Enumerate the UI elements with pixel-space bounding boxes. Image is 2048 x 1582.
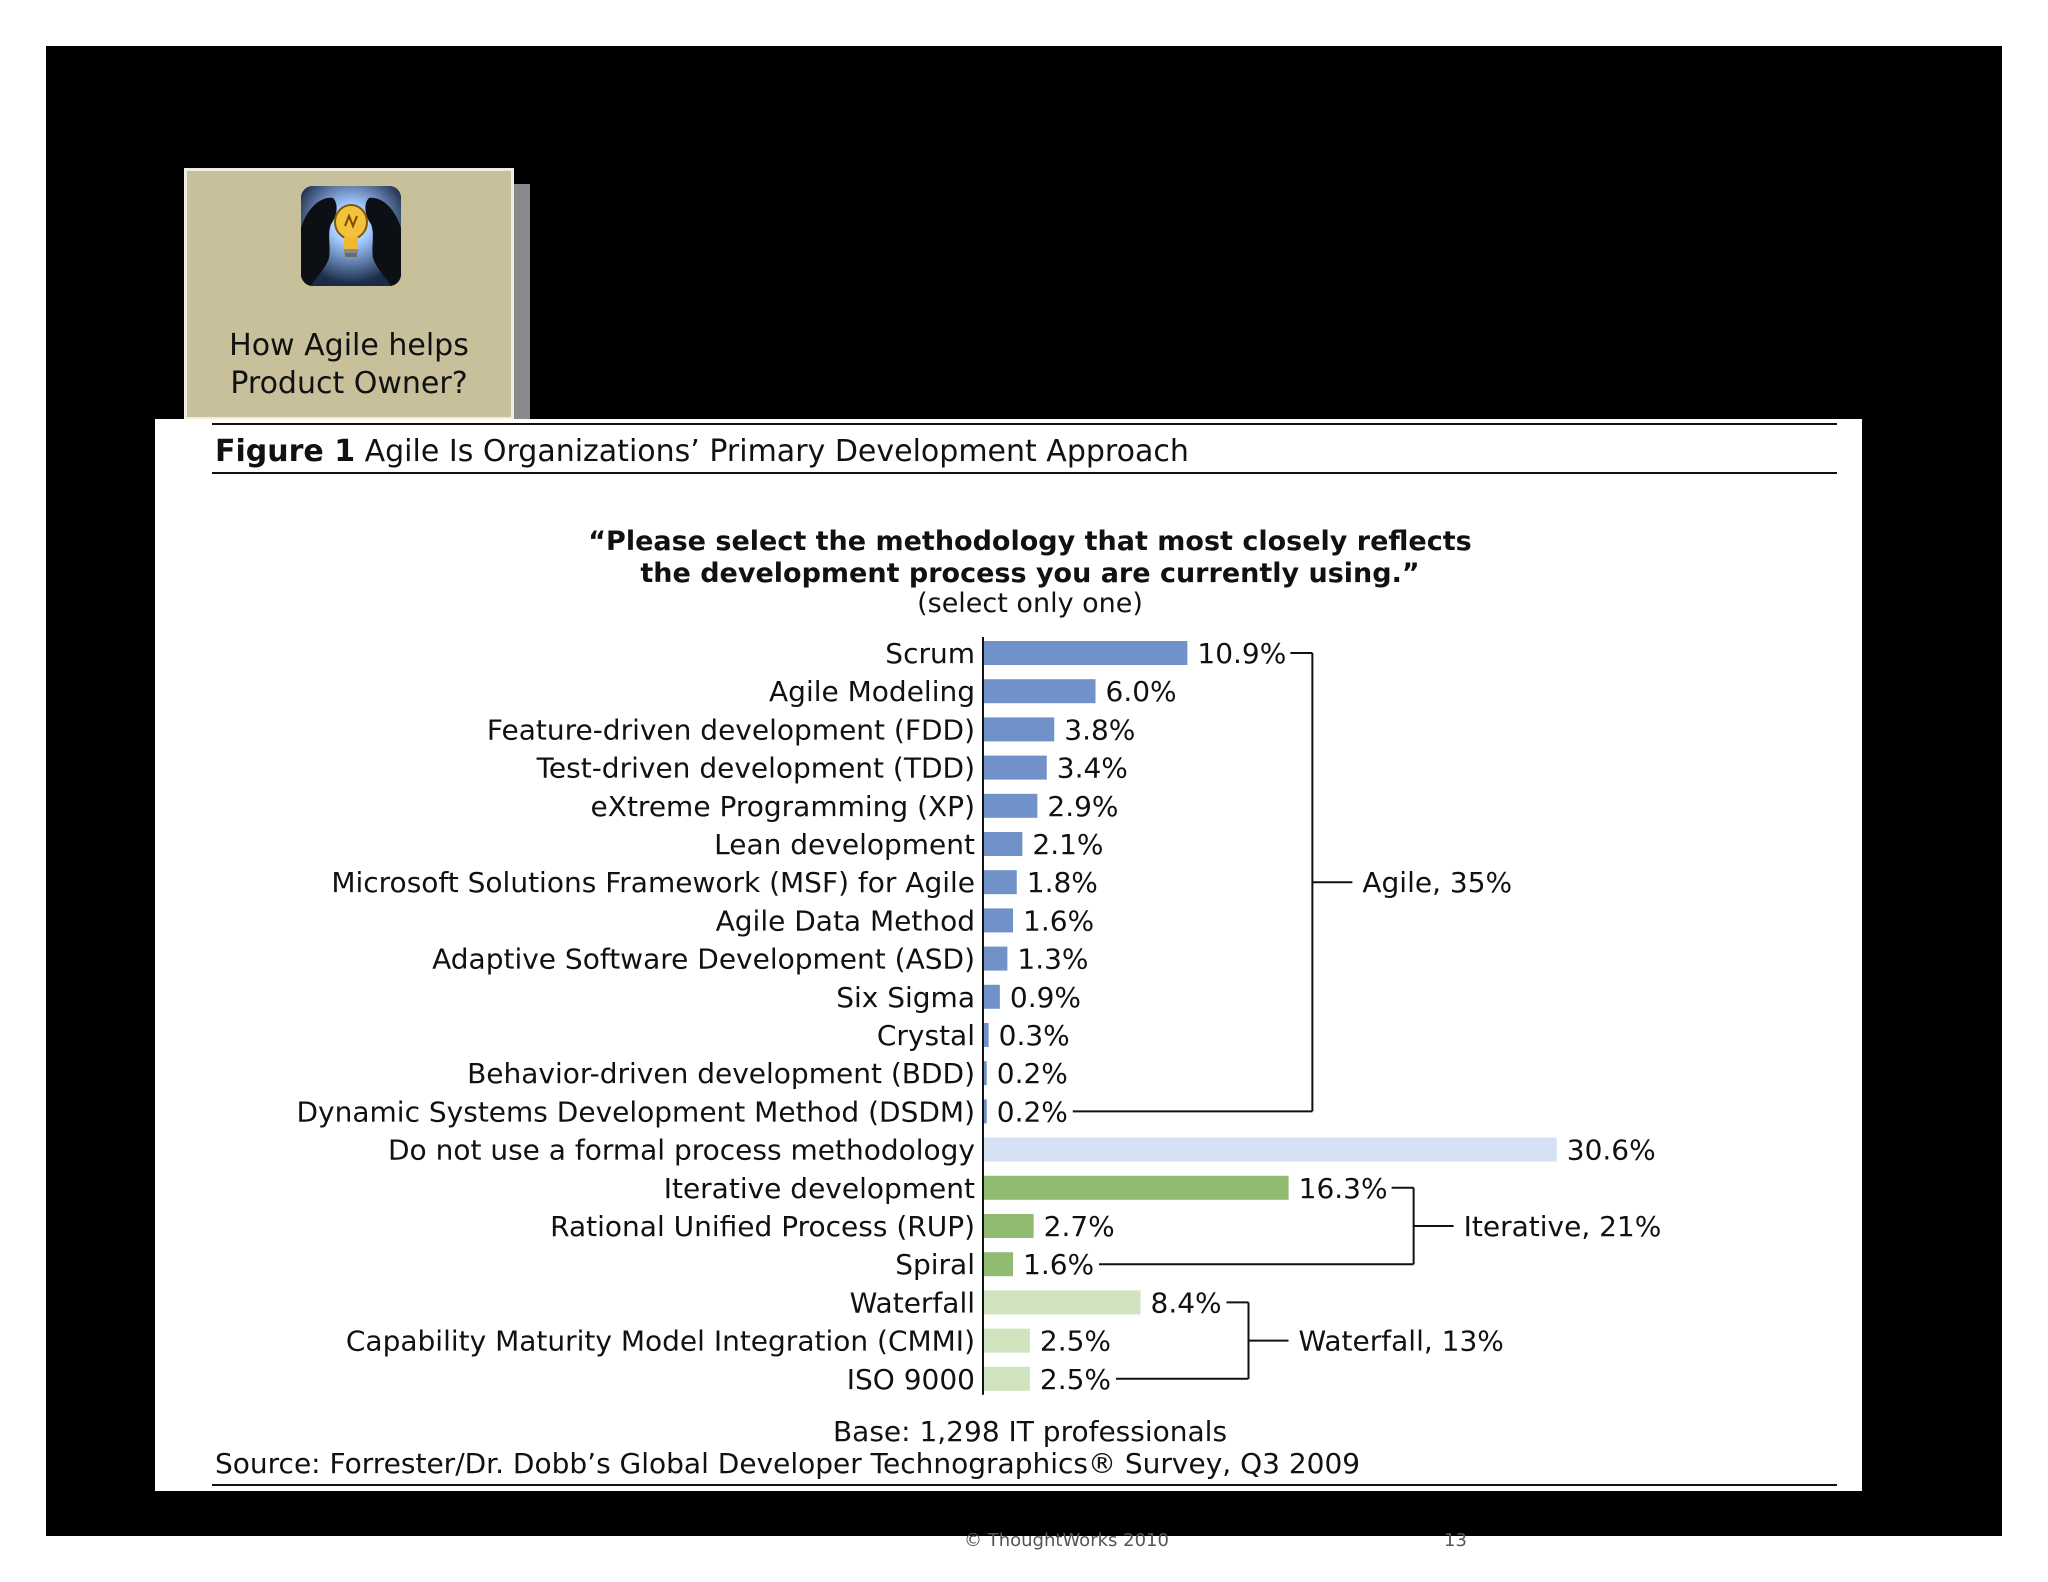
group-label: Iterative, 21% — [1463, 1210, 1662, 1243]
value-label: 2.1% — [1032, 828, 1104, 861]
category-label: Dynamic Systems Development Method (DSDM) — [296, 1095, 975, 1129]
lightbulb-head-icon — [301, 186, 401, 286]
category-label: Agile Modeling — [769, 675, 975, 709]
value-label: 1.3% — [1017, 942, 1089, 976]
bar — [983, 985, 1000, 1009]
value-label: 10.9% — [1197, 637, 1287, 670]
value-label: 0.9% — [1009, 980, 1082, 1014]
value-label: 3.4% — [1056, 751, 1128, 785]
bar — [983, 717, 1054, 741]
category-label: Behavior-driven development (BDD) — [467, 1057, 975, 1091]
category-label: Adaptive Software Development (ASD) — [432, 942, 975, 976]
value-label: 6.0% — [1105, 675, 1177, 709]
footer-copyright: © ThoughtWorks 2010 — [964, 1530, 1169, 1551]
question-line-2: the development process you are currently using.” — [640, 558, 1420, 589]
category-label: Waterfall — [849, 1286, 975, 1320]
value-label: 2.5% — [1039, 1362, 1112, 1396]
bar — [983, 679, 1096, 703]
bar — [983, 1290, 1141, 1314]
value-label: 0.2% — [996, 1095, 1068, 1129]
category-label: Spiral — [895, 1248, 975, 1282]
bar — [983, 756, 1047, 780]
bar — [983, 794, 1037, 818]
category-label: Do not use a formal process methodology — [387, 1133, 975, 1167]
category-label: Feature-driven development (FDD) — [486, 713, 975, 747]
topic-card — [184, 168, 514, 420]
bar — [983, 870, 1017, 894]
question-note: (select only one) — [917, 588, 1143, 619]
category-label: Test-driven development (TDD) — [536, 751, 975, 785]
figure-panel — [155, 419, 1862, 1491]
bar-chart — [155, 419, 1862, 1491]
category-label: Agile Data Method — [715, 904, 975, 938]
question-line-1: “Please select the methodology that most closely reflects — [588, 526, 1472, 557]
bar — [983, 1329, 1030, 1353]
bar — [983, 1367, 1030, 1391]
bar — [983, 947, 1007, 971]
value-label: 3.8% — [1064, 713, 1136, 747]
group-label: Agile, 35% — [1362, 866, 1513, 900]
value-label: 16.3% — [1298, 1171, 1388, 1205]
value-label: 2.7% — [1043, 1210, 1115, 1243]
bar — [983, 1138, 1557, 1162]
category-label: Rational Unified Process (RUP) — [550, 1210, 975, 1243]
footer-page-number: 13 — [1444, 1530, 1467, 1551]
bar — [983, 1252, 1013, 1276]
category-label: Six Sigma — [836, 980, 975, 1014]
value-label: 8.4% — [1150, 1286, 1222, 1320]
figure-title: Figure 1 Agile Is Organizations’ Primary Development Approach — [215, 434, 1189, 469]
card-title: How Agile helps Product Owner? — [229, 328, 469, 401]
value-label: 2.5% — [1039, 1324, 1112, 1358]
category-label: ISO 9000 — [846, 1362, 975, 1396]
category-label: Iterative development — [663, 1171, 975, 1205]
value-label: 30.6% — [1566, 1133, 1656, 1167]
bar — [983, 1214, 1034, 1238]
base-note: Base: 1,298 IT professionals — [832, 1415, 1228, 1448]
category-label: Capability Maturity Model Integration (CMMI) — [345, 1324, 975, 1358]
bar — [983, 1176, 1289, 1200]
bar — [983, 641, 1187, 665]
source-note: Source: Forrester/Dr. Dobb’s Global Developer Technographics® Survey, Q3 2009 — [215, 1447, 1361, 1480]
category-label: eXtreme Programming (XP) — [590, 789, 975, 823]
category-label: Crystal — [876, 1019, 975, 1052]
category-label: Lean development — [714, 828, 975, 861]
category-label: Scrum — [885, 637, 975, 670]
value-label: 0.2% — [996, 1057, 1068, 1091]
category-label: Microsoft Solutions Framework (MSF) for Agile — [331, 866, 975, 900]
value-label: 0.3% — [998, 1019, 1070, 1052]
group-label: Waterfall, 13% — [1298, 1324, 1504, 1358]
value-label: 1.6% — [1023, 904, 1095, 938]
value-label: 2.9% — [1047, 789, 1119, 823]
value-label: 1.6% — [1023, 1248, 1095, 1282]
bar — [983, 832, 1022, 856]
value-label: 1.8% — [1026, 866, 1098, 900]
bar — [983, 908, 1013, 932]
